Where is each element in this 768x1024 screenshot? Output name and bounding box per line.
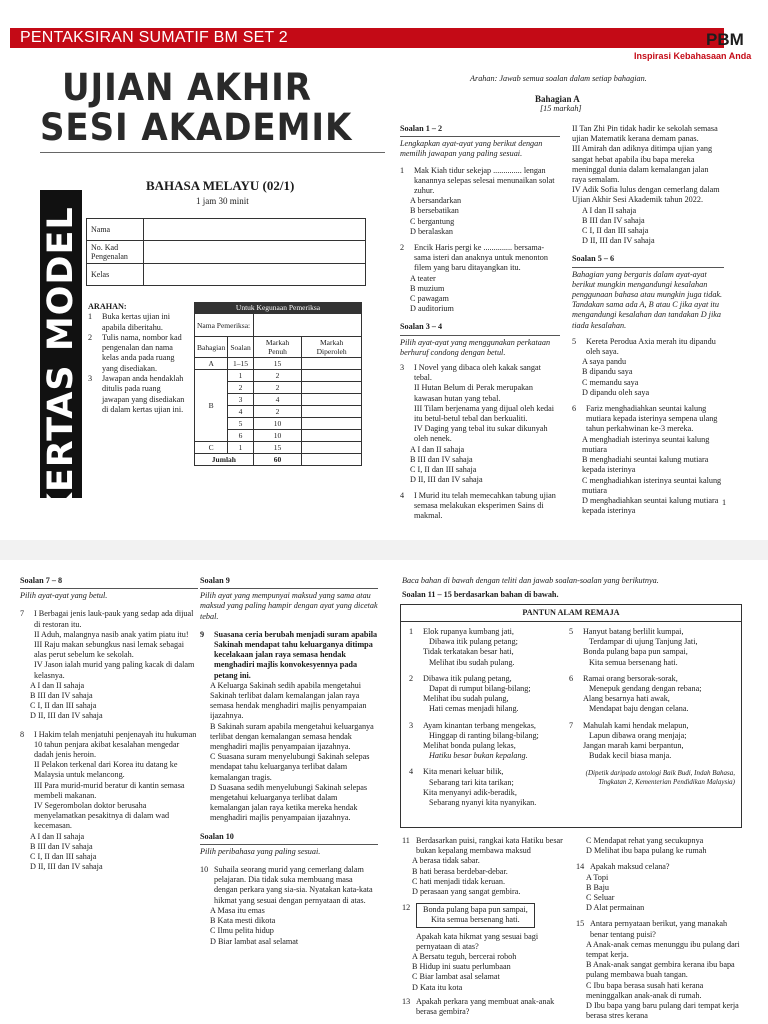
q4-option[interactable]: C I, II dan III sahaja [582,226,649,236]
total-score-cell[interactable] [302,454,362,466]
cell: 1 [228,442,253,454]
q3-statement: III Tilam berjenama yang dijual oleh kedai itu betul-betul tebal dan berkualiti. [414,403,555,424]
question-13: Apakah perkara yang membuat anak-anak berasa gembira? [416,996,555,1017]
marks-table-title: Untuk Kegunaan Pemeriksa [194,302,362,313]
score-cell[interactable] [302,358,362,370]
cell: 4 [253,394,302,406]
q4-statement: I Murid itu telah memecahkan tabung ujian semasa melakukan eksperimen Sains di makmal. [414,490,556,520]
pantun-col-right: 5 Hanyut batang berlilit kumpai, Terdampar di ujung Tanjung Jati, Bonda pulang bapa pun sampai, Kita semua bersenang hati. 6 Ramai orang bersorak-sorak, Menepuk gendang dengan rebana; Alang besarnya hati awak, Mendapat baju dengan celana. 7 Mahulah kami hendak melapun, Lapun dibawa orang menjaja; Jangan marah kami berpantun, Budak kecil biasa manja. (Dipetik daripada antologi Baik Budi, Indah Bahasa, Tingkatan 2, Kementerian Pendidikan Malaysia) [569,627,735,787]
instructions-title: ARAHAN: [88,302,127,311]
q4-statement: IV Adik Sofia lulus dengan cemerlang dalam Ujian Akhir Sesi Akademik tahun 2022. [572,185,720,205]
q5-option[interactable]: D dipandu oleh saya [582,387,650,397]
q9-option[interactable]: C Suasana suram menyelubungi Sakinah selepas mendapat tahu keluarganya terlibat dalam kemalangan tragis. [210,752,370,782]
q14-option[interactable]: A Topi [586,872,609,882]
pantun-title: PANTUN ALAM REMAJA [401,605,741,622]
cell: 10 [253,430,302,442]
q12-quote-box: Bonda pulang bapa pun sampai, Kita semua bersenang hati. [416,903,535,927]
score-cell[interactable] [302,430,362,442]
q1-option[interactable]: D beralaskan [410,226,453,236]
s56-title: Soalan 5 – 6 [572,254,615,264]
divider [400,136,560,137]
question-12: Apakah kata hikmat yang sesuai bagi pernyataan di atas? [416,931,539,951]
examiner-field[interactable] [253,314,361,337]
subject-title: BAHASA MELAYU (02/1) [146,178,295,193]
brand-logo: PBM [706,30,744,49]
q7-option[interactable]: D II, III dan IV sahaja [30,711,103,721]
q4-statement: III Amirah dan adiknya ditimpa ujian yang sangat hebat apabila ibu bapa mereka meninggal dunia dalam kemalangan jalan raya semalam. [572,144,713,185]
q2-option[interactable]: B muzium [410,283,445,293]
id-label-kelas: Kelas [87,264,144,286]
cell: 1 [228,370,253,382]
q2-option[interactable]: C pawagam [410,294,449,304]
q7-statement: IV Jason ialah murid yang paling kacak di dalam kelasnya. [34,660,195,680]
q2-option[interactable]: A teater [410,273,436,283]
section-title: Bahagian A [535,94,580,104]
q8-option[interactable]: D II, III dan IV sahaja [30,862,103,872]
cover-title-line1: UJIAN AKHIR [62,66,312,109]
q10-option[interactable]: D Biar lambat asal selamat [210,936,299,946]
q9-option[interactable]: B Sakinah suram apabila mengetahui keluarganya terlibat dengan kemalangan semasa hendak menghadiri majlis penyampaian ijazahnya. [210,721,374,752]
cell: 2 [253,382,302,394]
cell: 15 [253,442,302,454]
s34-instruction: Pilih ayat-ayat yang menggunakan perkataan berhuruf condong dengan betul. [400,337,551,357]
id-field-nama[interactable] [144,219,366,241]
q6-option[interactable]: D menghadiahkan seuntai kalung mutiara kepada isterinya [582,495,719,516]
q3-statement: IV Daging yang tebal itu sukar dikunyah oleh nenek. [414,424,548,444]
q8-statement: II Pelakon terkenal dari Korea itu datang ke Malaysia untuk melancong. [34,760,178,780]
q12-option[interactable]: D Kata itu kota [412,982,463,992]
q3-statement: II Hutan Belum di Perak merupakan kawasan hutan yang tebal. [414,383,533,403]
question-1: Mak Kiah tidur sekejap .............. lengan kanannya selepas selesai menunaikan solat zuhur. [414,165,555,196]
id-field-ic[interactable] [144,241,366,264]
s12-title: Soalan 1 – 2 [400,124,443,133]
vertical-band [40,167,82,521]
q6-option[interactable]: C menghadiahkan isterinya seuntai kalung mutiara [582,475,722,495]
total-label: Jumlah [195,454,254,466]
q4-statement: II Tan Zhi Pin tidak hadir ke sekolah semasa ujian Matematik kerana demam panas. [572,124,718,144]
cell: 5 [228,418,253,430]
question-9: Suasana ceria berubah menjadi suram apabila Sakinah mendapat tahu keluarganya ditimpa kecelakaan jalan raya semasa hendak menghadiri majlis konvokesyennya pada petang ini. [214,629,378,680]
s78-instruction: Pilih ayat-ayat yang betul. [20,591,108,601]
brand-tagline: Inspirasi Kebahasaan Anda [634,51,752,61]
question-6: Fariz menghadiahkan seuntai kalung mutiara kepada isterinya sempena ulang tahun perkahwinan ke-3 mereka. [586,404,718,434]
pantun-source: (Dipetik daripada antologi Baik Budi, Indah Bahasa, Tingkatan 2, Kementerian Pendidikan Malaysia) [585,769,735,787]
duration: 1 jam 30 minit [196,196,249,206]
q3-option[interactable]: C I, II dan III sahaja [410,465,477,475]
q7-statement: III Raju makan sebungkus nasi lemak sebagai alas perut sebelum ke sekolah. [34,640,185,660]
divider [400,335,560,336]
score-cell[interactable] [302,406,362,418]
instructions: ARAHAN: 1 Buka kertas ujian ini apabila diberitahu. 2 Tulis nama, nombor kad pengenalan dan nama kelas anda pada ruang yang disediakan. 3 Jawapan anda hendaklah ditulis pada ruang jawapan yang disediakan di dalam kertas ujian ini. [88,302,185,414]
q11-option[interactable]: B hati berasa berdebar-debar. [412,866,508,876]
q7-statement: I Berbagai jenis lauk-pauk yang sedap ada dijual di restoran itu. [34,609,194,629]
q3-statement: I Novel yang dibaca oleh kakak sangat tebal. [414,363,541,383]
q12-option[interactable]: A Bersatu teguh, bercerai roboh [412,952,517,962]
cover-divider [40,152,385,153]
question-10: Suhaila seorang murid yang cemerlang dalam pelajaran. Dia tidak suka membuang masa dengan perkara yang sia-sia. Nyatakan kata-kata hikmat yang sesuai dengan pernyataan di atas. [214,865,373,905]
divider [200,588,378,589]
q5-option[interactable]: C memandu saya [582,377,639,387]
q10-option[interactable]: C Ilmu pelita hidup [210,926,274,936]
divider [20,588,198,589]
s56-instruction: Bahagian yang bergaris dalam ayat-ayat berikut mungkin mengandungi kesalahan penggunaan bahasa atau mungkin juga tidak. Tandakan sama ada A, B atau C jika ayat itu mengandungi kesalahan dan tandakan D jika tiada kesalahan. [572,269,723,330]
page2-col3: 11 Berdasarkan puisi, rangkai kata Hatiku besar bukan kepalang membawa maksud A berasa tidak sabar. B hati berasa berdebar-debar. C hati menjadi tidak keruan. D perasaan yang sangat gembira. 12 Bonda pulang bapa pun sampai, Kita semua bersenang hati. Apakah kata hikmat yang sesuai bagi pernyataan di atas? A Bersatu teguh, bercerai roboh B Hidup ini suatu perlumbaan C Biar lambat asal selamat D Kata itu kota 13 Apakah perkara yang membuat anak-anak berasa gembira? [402,836,568,1017]
q1-option[interactable]: C bergantung [410,216,455,226]
page2-col4: C Mendapat rehat yang secukupnya D Melihat ibu bapa pulang ke rumah 14 Apakah maksud celana? A Topi B Baju C Seluar D Alat permainan 15 Antara pernyataan berikut, yang manakah benar tentang puisi? A Anak-anak cemas menunggu ibu pulang dari tempat kerja. B Anak-anak sangat gembira kerana ibu bapa pulang membawa buah tangan. C Ibu bapa berasa susah hati kerana meninggalkan anak-anak di rumah. D Ibu bapa yang baru pulang dari tempat kerja berasa stres kerana [576,836,742,1021]
q12-option[interactable]: C Biar lambat asal selamat [412,972,500,982]
score-cell[interactable] [302,442,362,454]
question-5: Kereta Perodua Axia merah itu dipandu oleh saya. [586,336,716,357]
q8-option[interactable]: A I dan II sahaja [30,831,85,841]
q11-option[interactable]: D perasaan yang sangat gembira. [412,887,521,897]
q15-option[interactable]: A Anak-anak cemas menunggu ibu pulang dari tempat kerja. [586,939,740,960]
s10-instruction: Pilih peribahasa yang paling sesuai. [200,846,321,856]
cell: 3 [228,394,253,406]
cell: A [195,358,228,370]
q5-option[interactable]: A saya pandu [582,357,627,367]
s9-title: Soalan 9 [200,576,230,585]
q5-option[interactable]: B dipandu saya [582,367,633,377]
page2-col2: Soalan 9 Pilih ayat yang mempunyai maksud yang sama atau maksud yang paling hampir dengan ayat yang dicetak tebal. 9 Suasana ceria berubah menjadi suram apabila Sakinah mendapat tahu keluarganya ditimpa kecelakaan jalan raya semasa hendak menghadiri majlis konvokesyennya pada petang ini. A Keluarga Sakinah sedih apabila mengetahui Sakinah terlibat dalam kemalangan jalan raya semasa hendak menghadiri majlis penyampaian ijazahnya. B Sakinah suram apabila mengetahui keluarganya terlibat dengan kemalangan semasa hendak menghadiri majlis penyampaian ijazahnya. C Suasana suram menyelubungi Sakinah selepas mendapat tahu keluarganya terlibat dalam kemalangan tragis. D Suasana sedih menyelubungi Sakinah selepas mengetahui keluarganya terlibat dalam kemalangan jalan raya ketika mereka hendak menghadiri majlis penyampaian ijazahnya. Soalan 10 Pilih peribahasa yang paling sesuai. 10 Suhaila seorang murid yang cemerlang dalam pelajaran. Dia tidak suka membuang masa dengan perkara yang sia-sia. Nyatakan kata-kata hikmat yang sesuai dengan pernyataan di atas. A Masa itu emas B Kata mesti dikota C Ilmu pelita hidup D Biar lambat asal selamat [200,576,378,946]
s12-instruction: Lengkapkan ayat-ayat yang berikut dengan memilih jawapan yang paling sesuai. [400,139,543,159]
q3-option[interactable]: A I dan II sahaja [410,444,465,454]
q1-option[interactable]: B bersebatikan [410,206,459,216]
q11-option[interactable]: A berasa tidak sabar. [412,856,480,866]
s78-title: Soalan 7 – 8 [20,576,63,585]
score-cell[interactable] [302,382,362,394]
q7-option[interactable]: C I, II dan III sahaja [30,701,97,711]
q8-statement: IV Segerombolan doktor berusaha menyelamatkan pesakitnya di dalam wad kecemasan. [34,801,170,831]
score-cell[interactable] [302,370,362,382]
cover-title-line2: SESI AKADEMIK [40,106,353,149]
question-14: Apakah maksud celana? [590,862,670,872]
cell: 2 [228,382,253,394]
q12-option[interactable]: B Hidup ini suatu perlumbaan [412,962,511,972]
q9-option[interactable]: A Keluarga Sakinah sedih apabila mengetahui Sakinah terlibat dalam kemalangan jalan raya semasa hendak menghadiri majlis penyampaian ijazahnya. [210,680,367,721]
page-gap [0,540,768,560]
page1-col-left: Soalan 1 – 2 Lengkapkan ayat-ayat yang berikut dengan memilih jawapan yang paling sesuai. 1 Mak Kiah tidur sekejap .............. lengan kanannya selepas selesai menunaikan solat zuhur. A bersandarkan B bersebatikan C bergantung D beralaskan 2 Encik Haris pergi ke .............. bersama-sama isteri dan anaknya untuk menonton filem yang baru ditayangkan itu. A teater B muzium C pawagam D auditorium Soalan 3 – 4 Pilih ayat-ayat yang menggunakan perkataan berhuruf condong dengan betul. 3 I Novel yang dibaca oleh kakak sangat tebal. II Hutan Belum di Perak merupakan kawasan hutan yang tebal. III Tilam berjenama yang dijual oleh kedai itu betul-betul tebal dan berkualiti. IV Daging yang tebal itu sukar dikunyah oleh nenek. A I dan II sahaja B III dan IV sahaja C I, II dan III sahaja D II, III dan IV sahaja 4 I Murid itu telah memecahkan tabung ujian semasa melakukan eksperimen Sains di makmal. [400,124,560,521]
total-value: 60 [253,454,302,466]
q11-option[interactable]: C hati menjadi tidak keruan. [412,876,505,886]
instruction-3: Jawapan anda hendaklah ditulis pada ruang jawapan yang disediakan di dalam kertas ujian ini. [102,374,185,414]
page2-right-instruction: Baca bahan di bawah dengan teliti dan jawab soalan-soalan yang berikutnya. [402,576,659,585]
q10-option[interactable]: B Kata mesti dikota [210,916,276,926]
s9-instruction: Pilih ayat yang mempunyai maksud yang sama atau maksud yang paling hampir dengan ayat yang dicetak tebal. [200,591,378,621]
col-header: Bahagian [195,337,228,358]
id-field-kelas[interactable] [144,264,366,286]
instruction-2: Tulis nama, nombor kad pengenalan dan nama kelas anda pada ruang yang disediakan. [102,332,182,373]
id-table [86,218,366,286]
section-marks: [15 markah] [540,104,582,113]
s1115-title: Soalan 11 – 15 berdasarkan bahan di bawah. [402,590,559,599]
q4-option[interactable]: B III dan IV sahaja [582,215,645,225]
q9-option[interactable]: D Suasana sedih menyelubungi Sakinah selepas mengetahui keluarganya terlibat dalam kemalangan jalan raya ketika mereka hendak menghadiri majlis penyampaian ijazahnya. [210,782,368,823]
q4-option[interactable]: D II, III dan IV sahaja [582,236,655,246]
question-15: Antara pernyataan berikut, yang manakah benar tentang puisi? [590,919,728,939]
q13-option[interactable]: D Melihat ibu bapa pulang ke rumah [586,846,707,856]
q7-statement: II Aduh, malangnya nasib anak yatim piatu itu! [34,629,189,639]
vertical-band-text: KERTAS MODEL 1 [41,167,81,521]
q6-option[interactable]: A menghadiah isterinya seuntai kalung mutiara [582,434,710,454]
q8-statement: I Hakim telah menjatuhi penjenayah itu hukuman 10 tahun penjara akibat kesalahan mengedar dadah jenis heroin. [34,729,197,760]
cell: B [195,370,228,442]
cell: 2 [253,370,302,382]
s10-title: Soalan 10 [200,831,234,841]
q6-option[interactable]: B menghadiahi seuntai kalung mutiara kepada isterinya [582,455,709,475]
q14-option[interactable]: D Alat permainan [586,903,645,913]
cell: 1–15 [228,358,253,370]
q14-option[interactable]: C Seluar [586,893,615,903]
col-header: Markah Penuh [253,337,302,358]
q13-option[interactable]: C Mendapat rehat yang secukupnya [586,836,704,845]
q15-option[interactable]: D Ibu bapa yang baru pulang dari tempat kerja berasa stres kerana [586,1001,739,1021]
question-11: Berdasarkan puisi, rangkai kata Hatiku besar bukan kepalang membawa maksud [416,836,563,856]
q3-option[interactable]: B III dan IV sahaja [410,454,473,464]
page2-col1: Soalan 7 – 8 Pilih ayat-ayat yang betul. 7 I Berbagai jenis lauk-pauk yang sedap ada dijual di restoran itu. II Aduh, malangnya nasib anak yatim piatu itu! III Raju makan sebungkus nasi lemak sebagai alas perut sebelum ke sekolah. IV Jason ialah murid yang paling kacak di dalam kelasnya. A I dan II sahaja B III dan IV sahaja C I, II dan III sahaja D II, III dan IV sahaja 8 I Hakim telah menjatuhi penjenayah itu hukuman 10 tahun penjara akibat kesalahan mengedar dadah jenis heroin. II Pelakon terkenal dari Korea itu datang ke Malaysia untuk melancong. III Para murid-murid beratur di kantin semasa membeli makanan. IV Segerombolan doktor berusaha menyelamatkan pesakitnya di dalam wad kecemasan. A I dan II sahaja B III dan IV sahaja C I, II dan III sahaja D II, III dan IV sahaja [20,576,197,872]
examiner-label: Nama Pemeriksa: [195,314,254,337]
q8-option[interactable]: C I, II dan III sahaja [30,852,97,862]
q3-option[interactable]: D II, III dan IV sahaja [410,475,483,485]
cell: 15 [253,358,302,370]
divider [200,844,378,845]
cell: 2 [253,406,302,418]
marks-table-wrap [194,302,362,466]
id-label-nama: Nama [87,219,144,241]
cell: C [195,442,228,454]
marks-table [194,313,362,466]
q7-option[interactable]: A I dan II sahaja [30,680,85,690]
page1-col-right: II Tan Zhi Pin tidak hadir ke sekolah semasa ujian Matematik kerana demam panas. III Amirah dan adiknya ditimpa ujian yang sangat hebat apabila ibu bapa mereka meninggal dunia dalam kemalangan jalan raya semalam. IV Adik Sofia lulus dengan cemerlang dalam Ujian Akhir Sesi Akademik tahun 2022. A I dan II sahaja B III dan IV sahaja C I, II dan III sahaja D II, III dan IV sahaja Soalan 5 – 6 Bahagian yang bergaris dalam ayat-ayat berikut mungkin mengandungi kesalahan penggunaan bahasa atau mungkin juga tidak. Tandakan sama ada A, B atau C jika ayat itu mengandungi kesalahan dan tandakan D jika tiada kesalahan. 5 Kereta Perodua Axia merah itu dipandu oleh saya. A saya pandu B dipandu saya C memandu saya D dipandu oleh saya 6 Fariz menghadiahkan seuntai kalung mutiara kepada isterinya sempena ulang tahun perkahwinan ke-3 mereka. A menghadiah isterinya seuntai kalung mutiara B menghadiahi seuntai kalung mutiara kepada isterinya C menghadiahkan isterinya seuntai kalung mutiara D menghadiahkan seuntai kalung mutiara kepada isterinya [572,124,723,516]
question-2: Encik Haris pergi ke .............. bersama-sama isteri dan anaknya untuk menonton filem yang baru ditayangkan itu. [414,243,548,273]
score-cell[interactable] [302,394,362,406]
q10-option[interactable]: A Masa itu emas [210,905,265,915]
arahan: Arahan: Jawab semua soalan dalam setiap bahagian. [470,74,647,83]
cell: 6 [228,430,253,442]
pantun-box [400,604,742,828]
q1-option[interactable]: A bersandarkan [410,196,462,206]
q15-option[interactable]: B Anak-anak sangat gembira kerana ibu bapa pulang membawa buah tangan. [586,960,735,980]
pantun-col-left: 1 Elok rupanya kumbang jati, Dibawa itik pulang petang; Tidak terkatakan besar hati, Melihat ibu sudah pulang. 2 Dibawa itik pulang petang, Dapat di rumput bilang-bilang; Melihat ibu sudah pulang, Hati cemas menjadi hilang. 3 Ayam kinantan terbang mengekas, Hinggap di ranting bilang-bilang; Melihat bonda pulang lekas, Hatiku besar bukan kepalang. 4 Kita menari keluar bilik, Sebarang tari kita tarikan; Kita menyanyi adik-beradik, Sebarang nyanyi kita nyanyikan. [409,627,539,808]
q7-option[interactable]: B III dan IV sahaja [30,691,93,701]
instruction-1: Buka kertas ujian ini apabila diberitahu. [102,312,170,332]
col-header: Markah Diperoleh [302,337,362,358]
q2-option[interactable]: D auditorium [410,304,454,314]
divider [572,267,724,268]
q8-statement: III Para murid-murid beratur di kantin semasa membeli makanan. [34,780,185,800]
q15-option[interactable]: C Ibu bapa berasa susah hati kerana meninggalkan anak-anak di rumah. [586,980,704,1000]
s34-title: Soalan 3 – 4 [400,322,443,332]
banner-title: PENTAKSIRAN SUMATIF BM SET 2 [20,29,288,46]
q4-option[interactable]: A I dan II sahaja [582,205,637,215]
cell: 4 [228,406,253,418]
q14-option[interactable]: B Baju [586,882,609,892]
cell: 10 [253,418,302,430]
page-number: 1 [722,498,727,507]
q8-option[interactable]: B III dan IV sahaja [30,841,93,851]
id-label-ic: No. Kad Pengenalan [87,241,144,264]
score-cell[interactable] [302,418,362,430]
col-header: Soalan [228,337,253,358]
